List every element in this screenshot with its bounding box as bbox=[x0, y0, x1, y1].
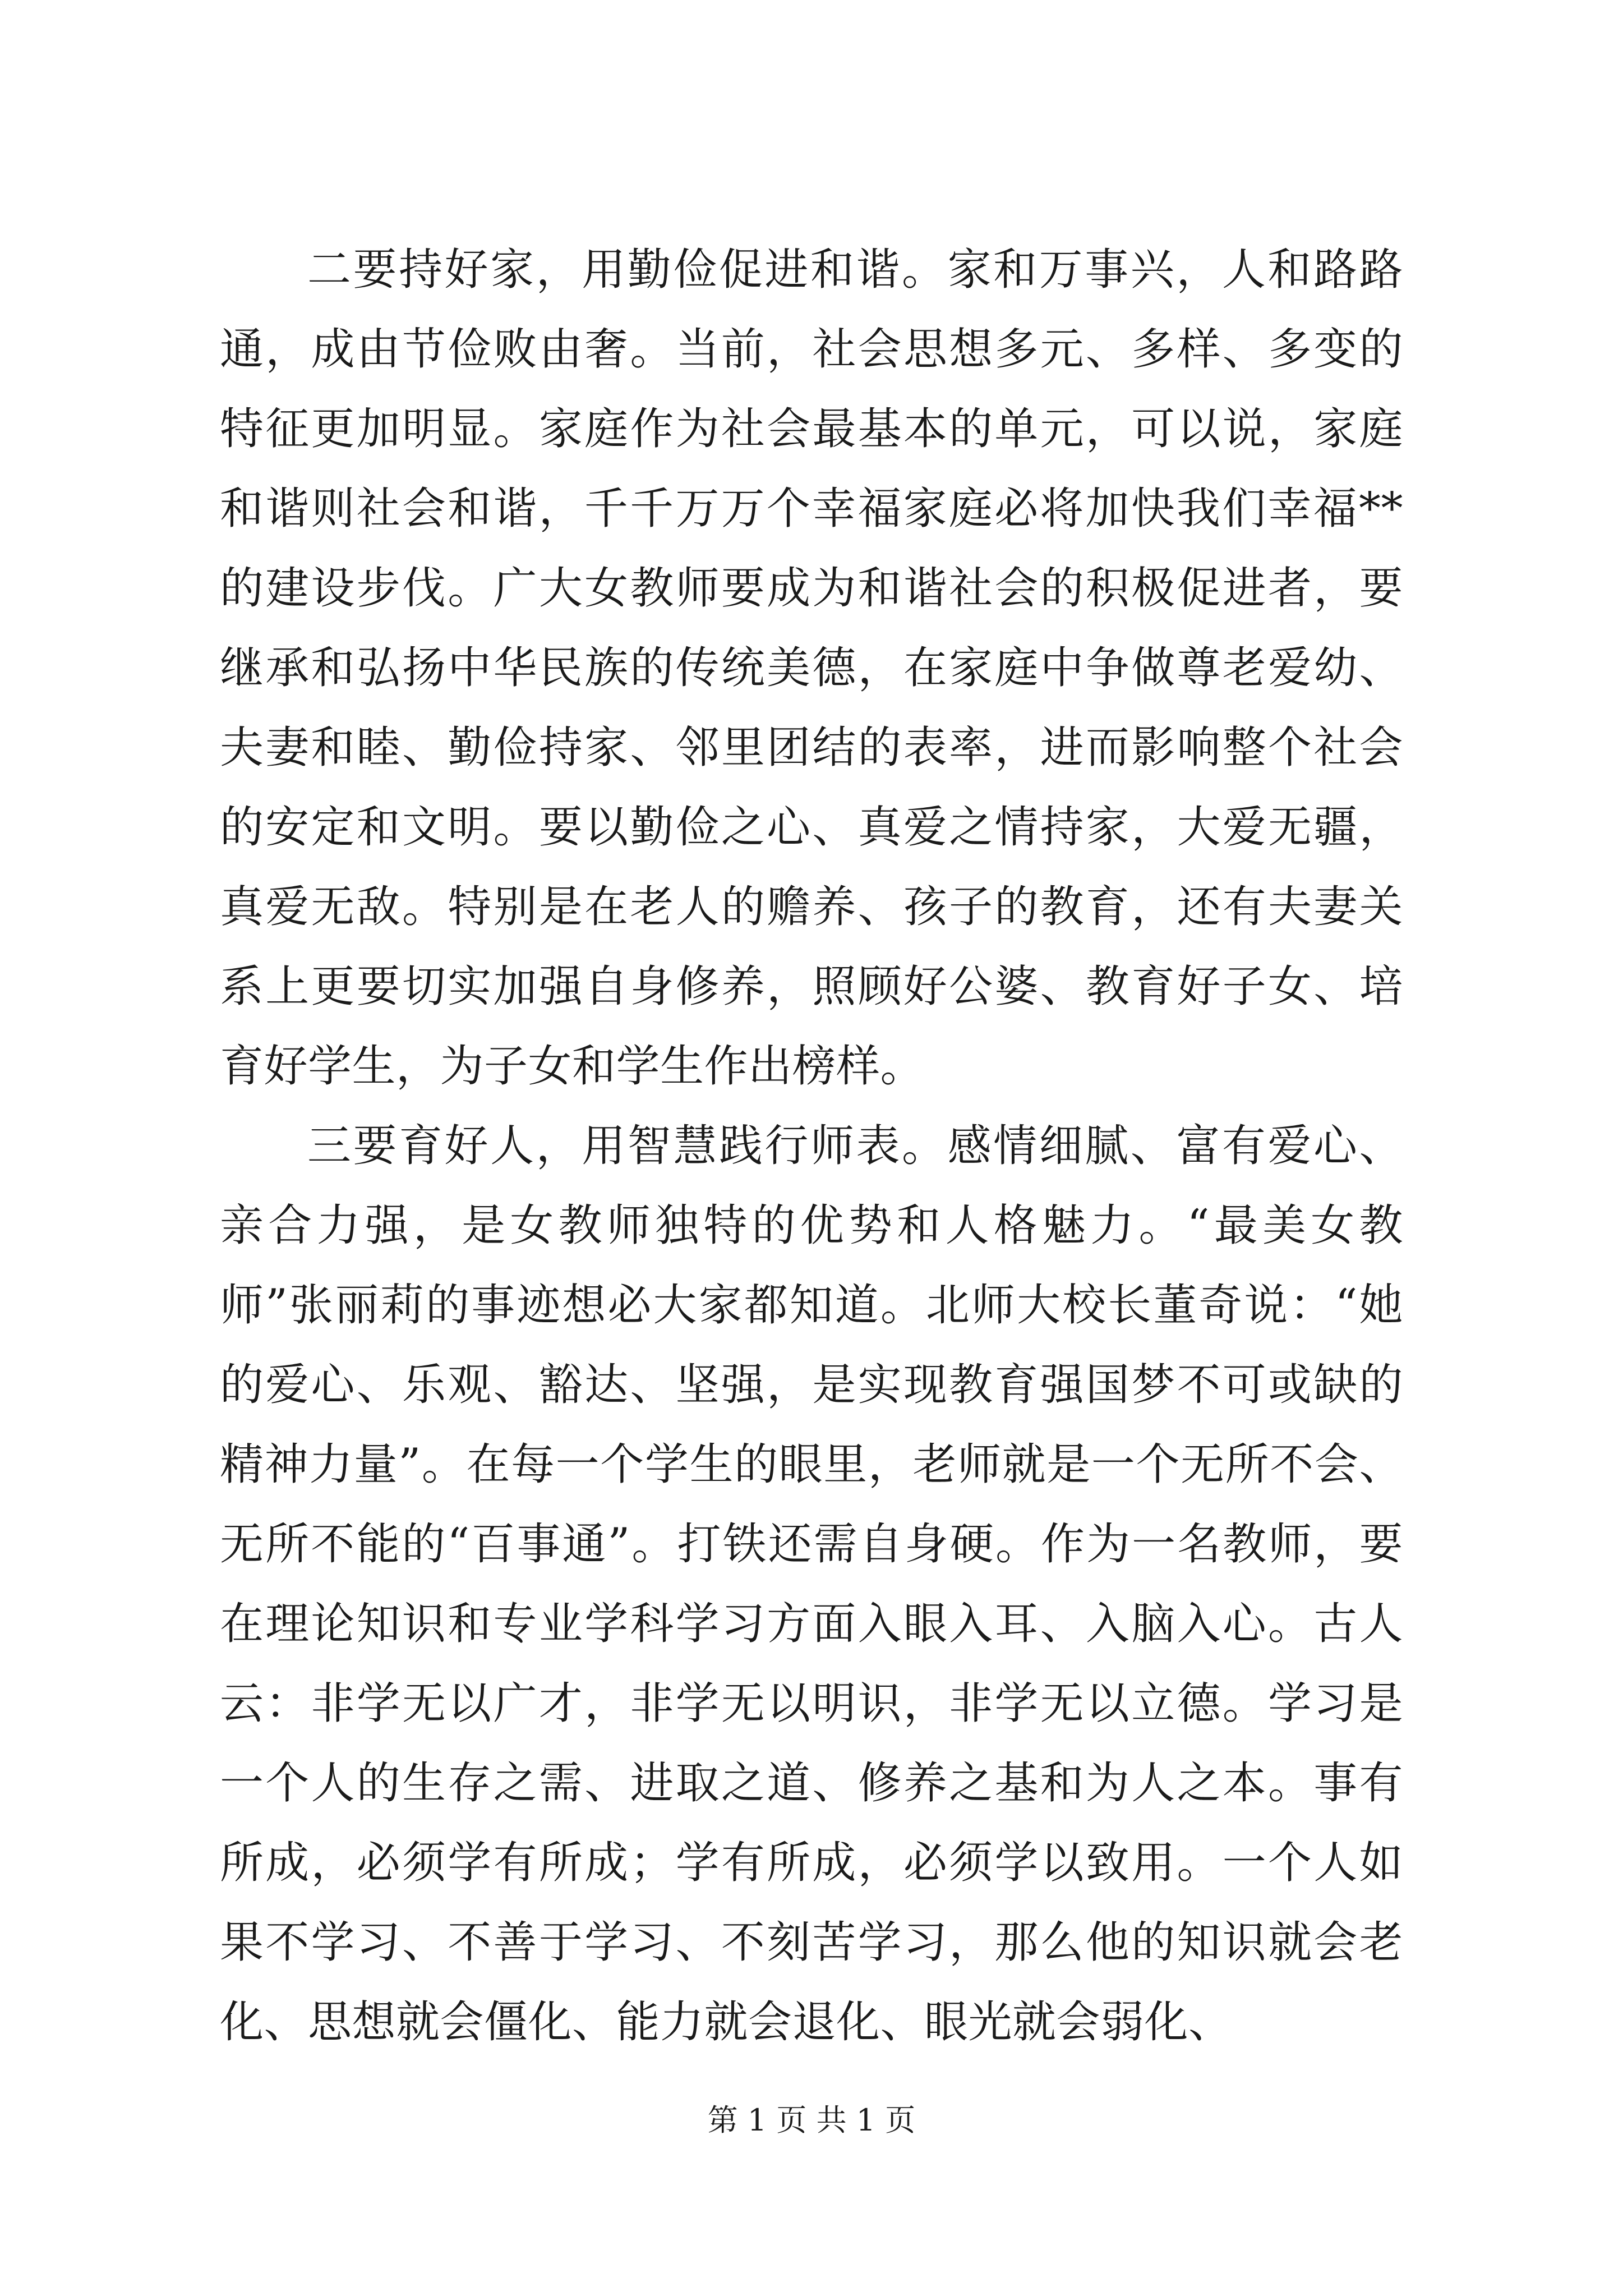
page-footer bbox=[0, 2101, 1623, 2140]
page-number-label: 第 1 页 共 1 页 bbox=[707, 2102, 916, 2138]
body-text bbox=[220, 230, 1403, 2062]
paragraph-2: 三要育好人，用智慧践行师表。感情细腻、富有爱心、亲合力强，是女教师独特的优势和人格魅力。“最美女教师”张丽莉的事迹想必大家都知道。北师大校长董奇说：“她的爱心、乐观、豁达、坚强，是实现教育强国梦不可或缺的精神力量”。在每一个学生的眼里，老师就是一个无所不会、无所不能的“百事通”。打铁还需自身硬。作为一名教师，要在理论知识和专业学科学习方面入眼入耳、入脑入心。古人云：非学无以广才，非学无以明识，非学无以立德。学习是一个人的生存之需、进取之道、修养之基和为人之本。事有所成，必须学有所成；学有所成，必须学以致用。一个人如果不学习、不善于学习、不刻苦学习，那么他的知识就会老化、思想就会僵化、能力就会退化、眼光就会弱化、 bbox=[220, 1121, 1403, 2047]
paragraph-1: 二要持好家，用勤俭促进和谐。家和万事兴，人和路路通，成由节俭败由奢。当前，社会思想多元、多样、多变的特征更加明显。家庭作为社会最基本的单元，可以说，家庭和谐则社会和谐，千千万万个幸福家庭必将加快我们幸福**的建设步伐。广大女教师要成为和谐社会的积极促进者，要继承和弘扬中华民族的传统美德，在家庭中争做尊老爱幼、夫妻和睦、勤俭持家、邻里团结的表率，进而影响整个社会的安定和文明。要以勤俭之心、真爱之情持家，大爱无疆，真爱无敌。特别是在老人的赡养、孩子的教育，还有夫妻关系上更要切实加强自身修养，照顾好公婆、教育好子女、培育好学生，为子女和学生作出榜样。 bbox=[220, 245, 1403, 1092]
